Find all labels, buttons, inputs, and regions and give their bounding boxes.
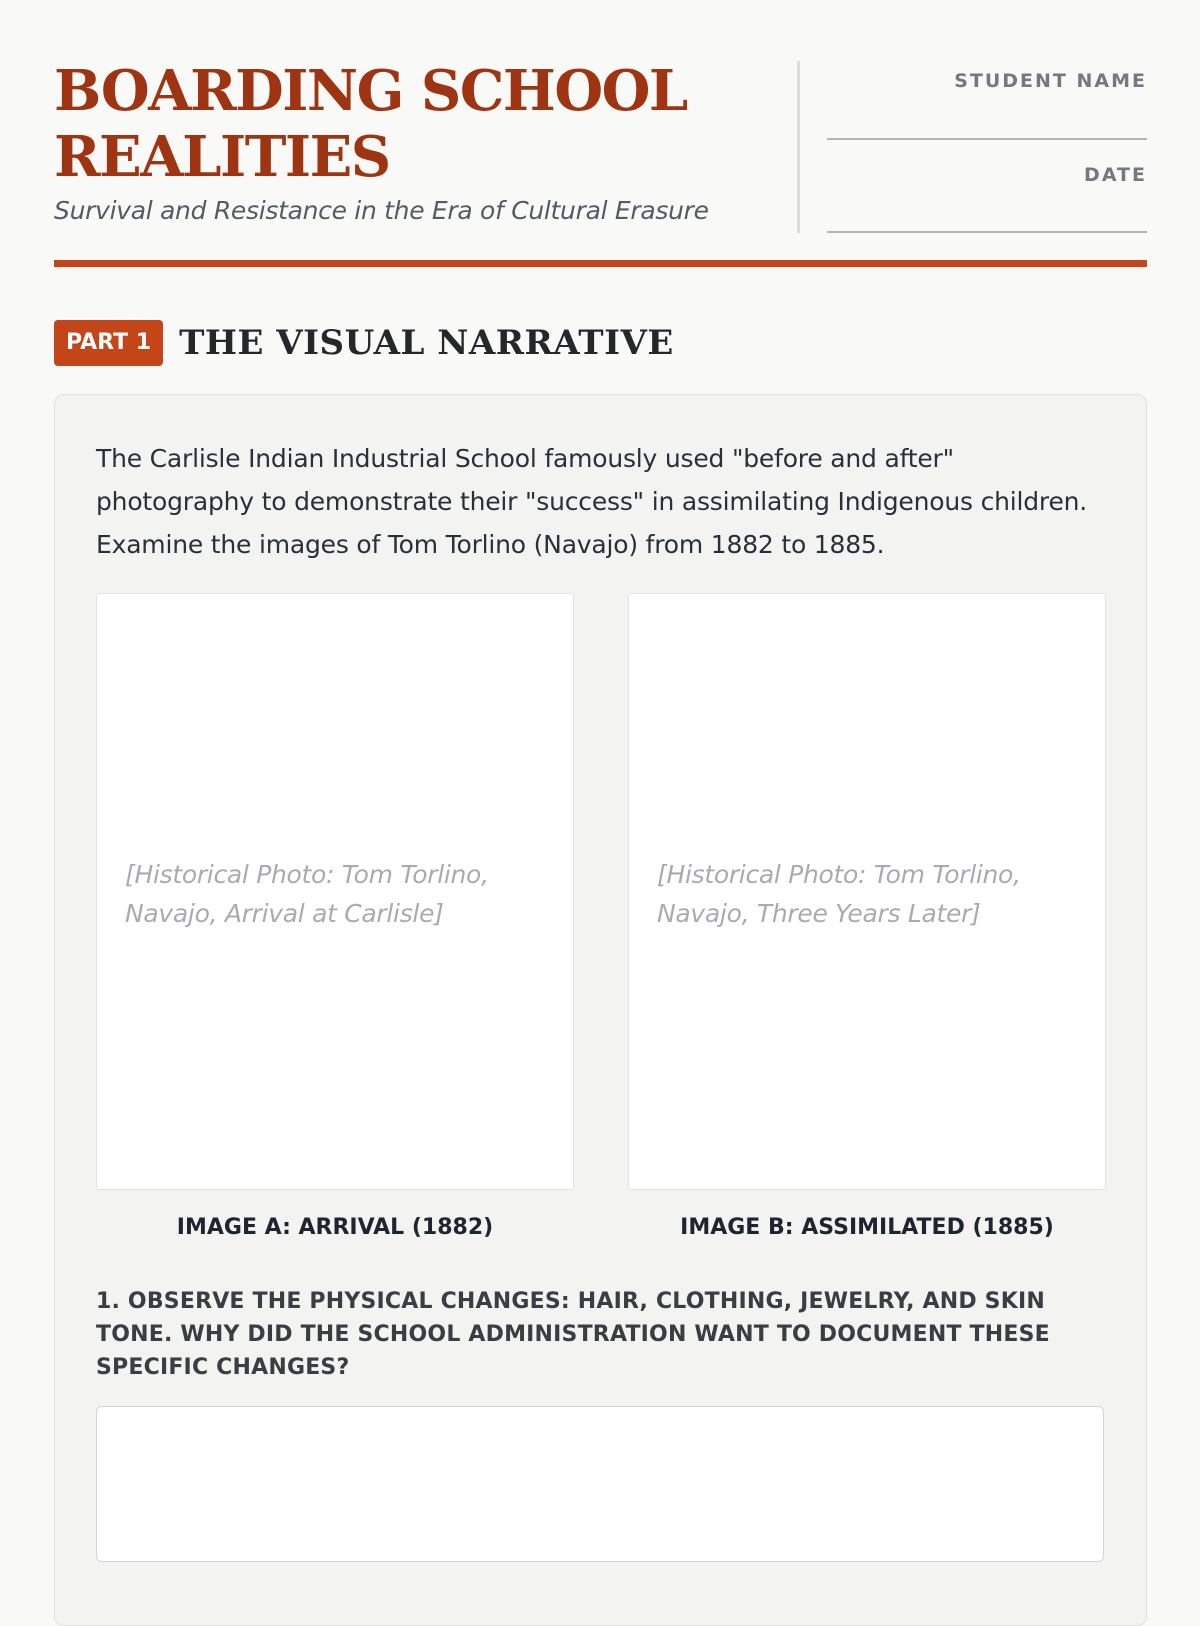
photo-placeholder-assimilated: [Historical Photo: Tom Torlino, Navajo, Three Years Later]	[657, 860, 1021, 928]
photo-placeholder-arrival: [Historical Photo: Tom Torlino, Navajo, Arrival at Carlisle]	[125, 860, 489, 928]
title-line-2: REALITIES	[54, 124, 390, 190]
visual-narrative-card	[54, 394, 1147, 1626]
worksheet-header	[54, 0, 1147, 268]
title-line-1: BOARDING SCHOOL	[54, 58, 687, 124]
page-title	[54, 58, 774, 190]
question-1: 1. OBSERVE THE PHYSICAL CHANGES: HAIR, CLOTHING, JEWELRY, AND SKIN TONE. WHY DID THE SCHOOL ADMINISTRATION WANT TO DOCUMENT THESE SPECIFIC CHANGES?	[96, 1289, 1050, 1380]
section-heading	[54, 320, 674, 366]
intro-text: The Carlisle Indian Industrial School famously used "before and after" photography to demonstrate their "success" in assimilating Indigenous children. Examine the images of Tom Torlino (Navajo) from 1882 to 1885.	[96, 444, 1088, 559]
date-label: DATE	[1084, 164, 1147, 186]
worksheet-page	[54, 0, 1147, 1380]
section-title: THE VISUAL NARRATIVE	[179, 323, 674, 363]
photo-frame-arrival	[96, 593, 574, 1190]
header-rule	[54, 260, 1147, 267]
page-subtitle: Survival and Resistance in the Era of Cultural Erasure	[54, 196, 709, 225]
photo-frame-assimilated	[628, 593, 1106, 1190]
date-field[interactable]	[827, 231, 1147, 233]
student-name-field[interactable]	[827, 138, 1147, 140]
caption-image-b: IMAGE B: ASSIMILATED (1885)	[680, 1215, 1054, 1240]
part-badge: PART 1	[54, 320, 163, 366]
student-name-label: STUDENT NAME	[954, 70, 1147, 92]
header-divider	[797, 61, 800, 233]
answer-input-1[interactable]	[96, 1406, 1104, 1562]
caption-image-a: IMAGE A: ARRIVAL (1882)	[176, 1215, 494, 1240]
